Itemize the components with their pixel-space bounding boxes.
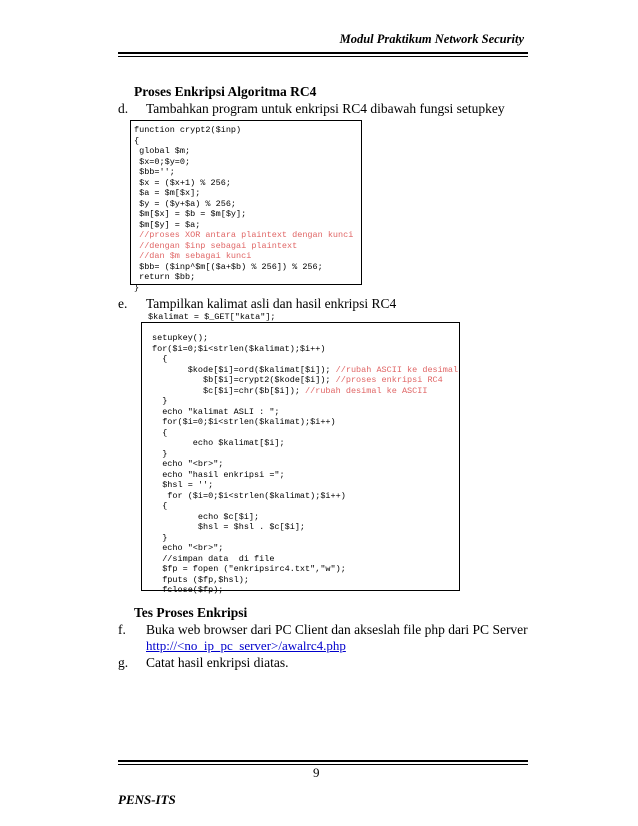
code-line: echo "kalimat ASLI : "; (152, 406, 280, 417)
code-line: { (152, 354, 168, 364)
code-comment: //rubah desimal ke ASCII (305, 385, 428, 396)
code-line: global $m; (134, 146, 191, 156)
code-line: setupkey(); (152, 333, 209, 343)
code-comment: //proses enkripsi RC4 (335, 375, 443, 385)
code-line: } (134, 282, 140, 293)
code-line: for($i=0;$i<strlen($kalimat);$i++) (152, 417, 336, 427)
code-box-crypt2 (130, 120, 362, 293)
code-box-main (141, 322, 460, 595)
page-number: 9 (313, 765, 320, 780)
code-line: echo "hasil enkripsi ="; (152, 469, 285, 480)
footer-rule (118, 760, 528, 762)
code-line: $m[$y] = $a; (134, 219, 201, 230)
code-line: $bb=''; (134, 167, 175, 177)
section-title-rc4: Proses Enkripsi Algoritma RC4 (134, 84, 317, 99)
server-url-link[interactable]: http://<no_ip_pc_server>/awalrc4.php (146, 638, 346, 653)
item-g-label: g. (118, 655, 129, 670)
code-line: } (152, 532, 168, 543)
code-line: $hsl = $hsl . $c[$i]; (152, 522, 306, 532)
code-line: fclose($fp); (152, 585, 224, 595)
item-e (118, 296, 396, 312)
item-g (118, 655, 288, 671)
item-d-text: Tambahkan program untuk enkripsi RC4 dibawah fungsi setupkey (146, 101, 505, 116)
code-line: for($i=0;$i<strlen($kalimat);$i++) (152, 343, 326, 354)
code-line: $bb= ($inp^$m[($a+$b) % 256]) % 256; (134, 261, 323, 272)
header-rule (118, 52, 528, 54)
code-line: $x = ($x+1) % 256; (134, 177, 231, 188)
code-line: echo "<br>"; (152, 459, 224, 469)
code-line: $x=0;$y=0; (134, 156, 191, 167)
item-d-label: d. (118, 101, 129, 116)
code-text: $kode[$i]=ord($kalimat[$i]); (152, 364, 336, 375)
code-line: { (134, 135, 140, 146)
item-f-text: Buka web browser dari PC Client dan akseslah file php dari PC Server (146, 622, 528, 637)
code-line: //simpan data di file (152, 553, 275, 564)
code-comment: //dengan $inp sebagai plaintext (134, 240, 298, 251)
code-line: for ($i=0;$i<strlen($kalimat);$i++) (152, 490, 346, 501)
code-line-with-comment (152, 365, 458, 376)
code-line: { (152, 427, 168, 438)
code-text: $c[$i]=chr($b[$i]); (152, 385, 306, 396)
code-line: $y = ($y+$a) % 256; (134, 198, 237, 209)
code-line: fputs ($fp,$hsl); (152, 574, 249, 585)
section-title-test: Tes Proses Enkripsi (134, 605, 248, 620)
item-d (118, 101, 505, 117)
code-line: echo $c[$i]; (152, 511, 260, 522)
code-line: echo "<br>"; (152, 543, 224, 553)
code-text: $b[$i]=crypt2($kode[$i]); (152, 375, 336, 385)
code-line: } (152, 448, 168, 459)
header-rule-thin (118, 56, 528, 57)
code-kalimat: $kalimat = $_GET["kata"]; (148, 312, 276, 322)
code-line-with-comment (152, 375, 443, 386)
item-e-label: e. (118, 296, 128, 311)
code-line: } (152, 396, 168, 406)
item-g-text: Catat hasil enkripsi diatas. (146, 655, 289, 670)
item-f-label: f. (118, 622, 126, 637)
footer-institution: PENS-ITS (118, 792, 176, 807)
code-line: $m[$x] = $b = $m[$y]; (134, 209, 247, 219)
code-line: function crypt2($inp) (134, 125, 242, 135)
code-line: echo $kalimat[$i]; (152, 438, 285, 448)
code-comment: //proses XOR antara plaintext dengan kunci (134, 230, 354, 240)
code-line: $a = $m[$x]; (134, 188, 201, 198)
code-line: return $bb; (134, 272, 196, 282)
item-e-text: Tampilkan kalimat asli dan hasil enkripsi RC4 (146, 296, 397, 311)
code-line: { (152, 501, 168, 511)
code-line: $fp = fopen ("enkripsirc4.txt","w"); (152, 564, 346, 574)
code-comment: //rubah ASCII ke desimal (335, 364, 459, 375)
code-comment: //dan $m sebagai kunci (134, 251, 252, 261)
code-line: $hsl = ''; (152, 480, 214, 490)
item-f (118, 622, 528, 638)
header-title: Modul Praktikum Network Security (339, 32, 524, 46)
code-line-with-comment (152, 386, 427, 397)
footer-rule-thin (118, 764, 528, 765)
